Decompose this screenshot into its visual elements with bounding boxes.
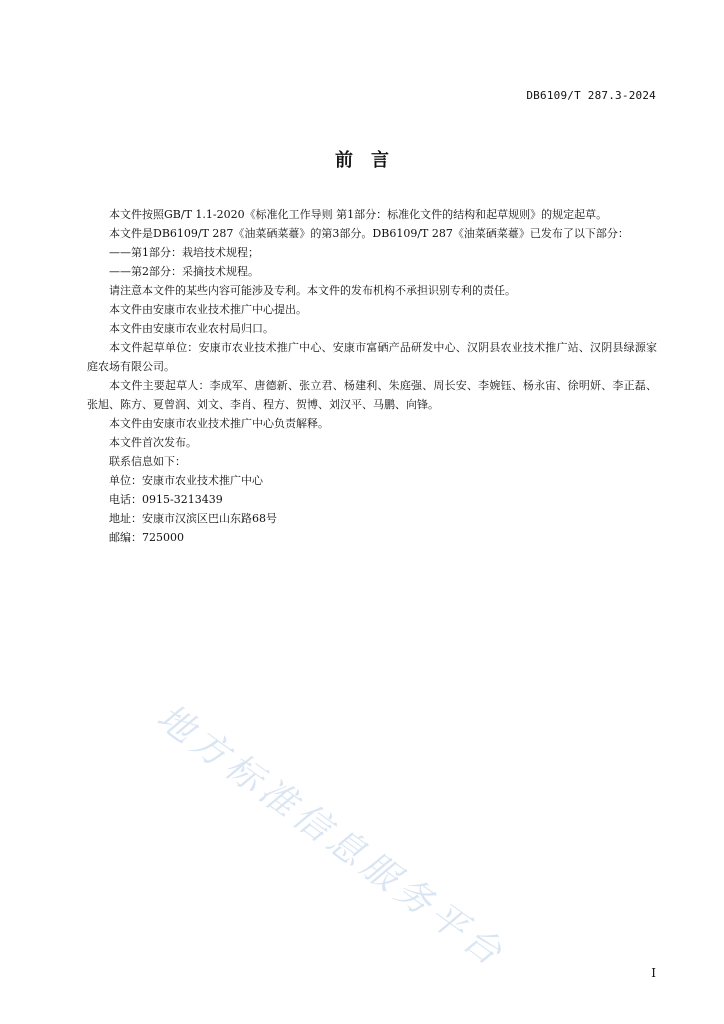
- paragraph-interpretation: 本文件由安康市农业技术推广中心负责解释。: [109, 417, 329, 430]
- contact-address: 地址：安康市汉滨区巴山东路68号: [109, 512, 277, 525]
- contact-unit: 单位：安康市农业技术推广中心: [109, 474, 263, 487]
- page-title: 前 言: [335, 150, 389, 171]
- paragraph-administrator: 本文件由安康市农业农村局归口。: [109, 322, 274, 335]
- contact-phone: 电话：0915-3213439: [109, 493, 223, 506]
- page-number: I: [651, 966, 656, 980]
- paragraph-series-info: 本文件是DB6109/T 287《油菜硒菜薹》的第3部分。DB6109/T 287《油菜硒菜薹》已发布了以下部分：: [109, 227, 629, 240]
- paragraph-drafters: 本文件主要起草人：李成军、唐德新、张立君、杨建利、朱庭强、周长安、李婉钰、杨永宙、徐明妍、李正磊、张旭、陈方、夏曾润、刘文、李肖、程方、贺博、刘汉平、马鹏、向锋。: [87, 379, 657, 411]
- watermark: 地方标准信息服务平台: [149, 696, 514, 977]
- paragraph-first-release: 本文件首次发布。: [109, 436, 197, 449]
- paragraph-standard-basis: 本文件按照GB/T 1.1-2020《标准化工作导则 第1部分：标准化文件的结构和起草规则》的规定起草。: [109, 208, 608, 221]
- contact-postcode: 邮编：725000: [109, 531, 184, 544]
- list-item-part2: ——第2部分：采摘技术规程。: [109, 265, 259, 278]
- foreword-body: [87, 205, 657, 547]
- paragraph-patent-notice: 请注意本文件的某些内容可能涉及专利。本文件的发布机构不承担识别专利的责任。: [109, 284, 516, 297]
- standard-number: DB6109/T 287.3-2024: [526, 89, 656, 102]
- paragraph-drafting-units: 本文件起草单位：安康市农业技术推广中心、安康市富硒产品研发中心、汉阴县农业技术推广站、汉阴县绿源家庭农场有限公司。: [87, 341, 657, 373]
- paragraph-contact-heading: 联系信息如下：: [109, 455, 186, 468]
- list-item-part1: ——第1部分：栽培技术规程；: [109, 246, 259, 259]
- paragraph-proposer: 本文件由安康市农业技术推广中心提出。: [109, 303, 307, 316]
